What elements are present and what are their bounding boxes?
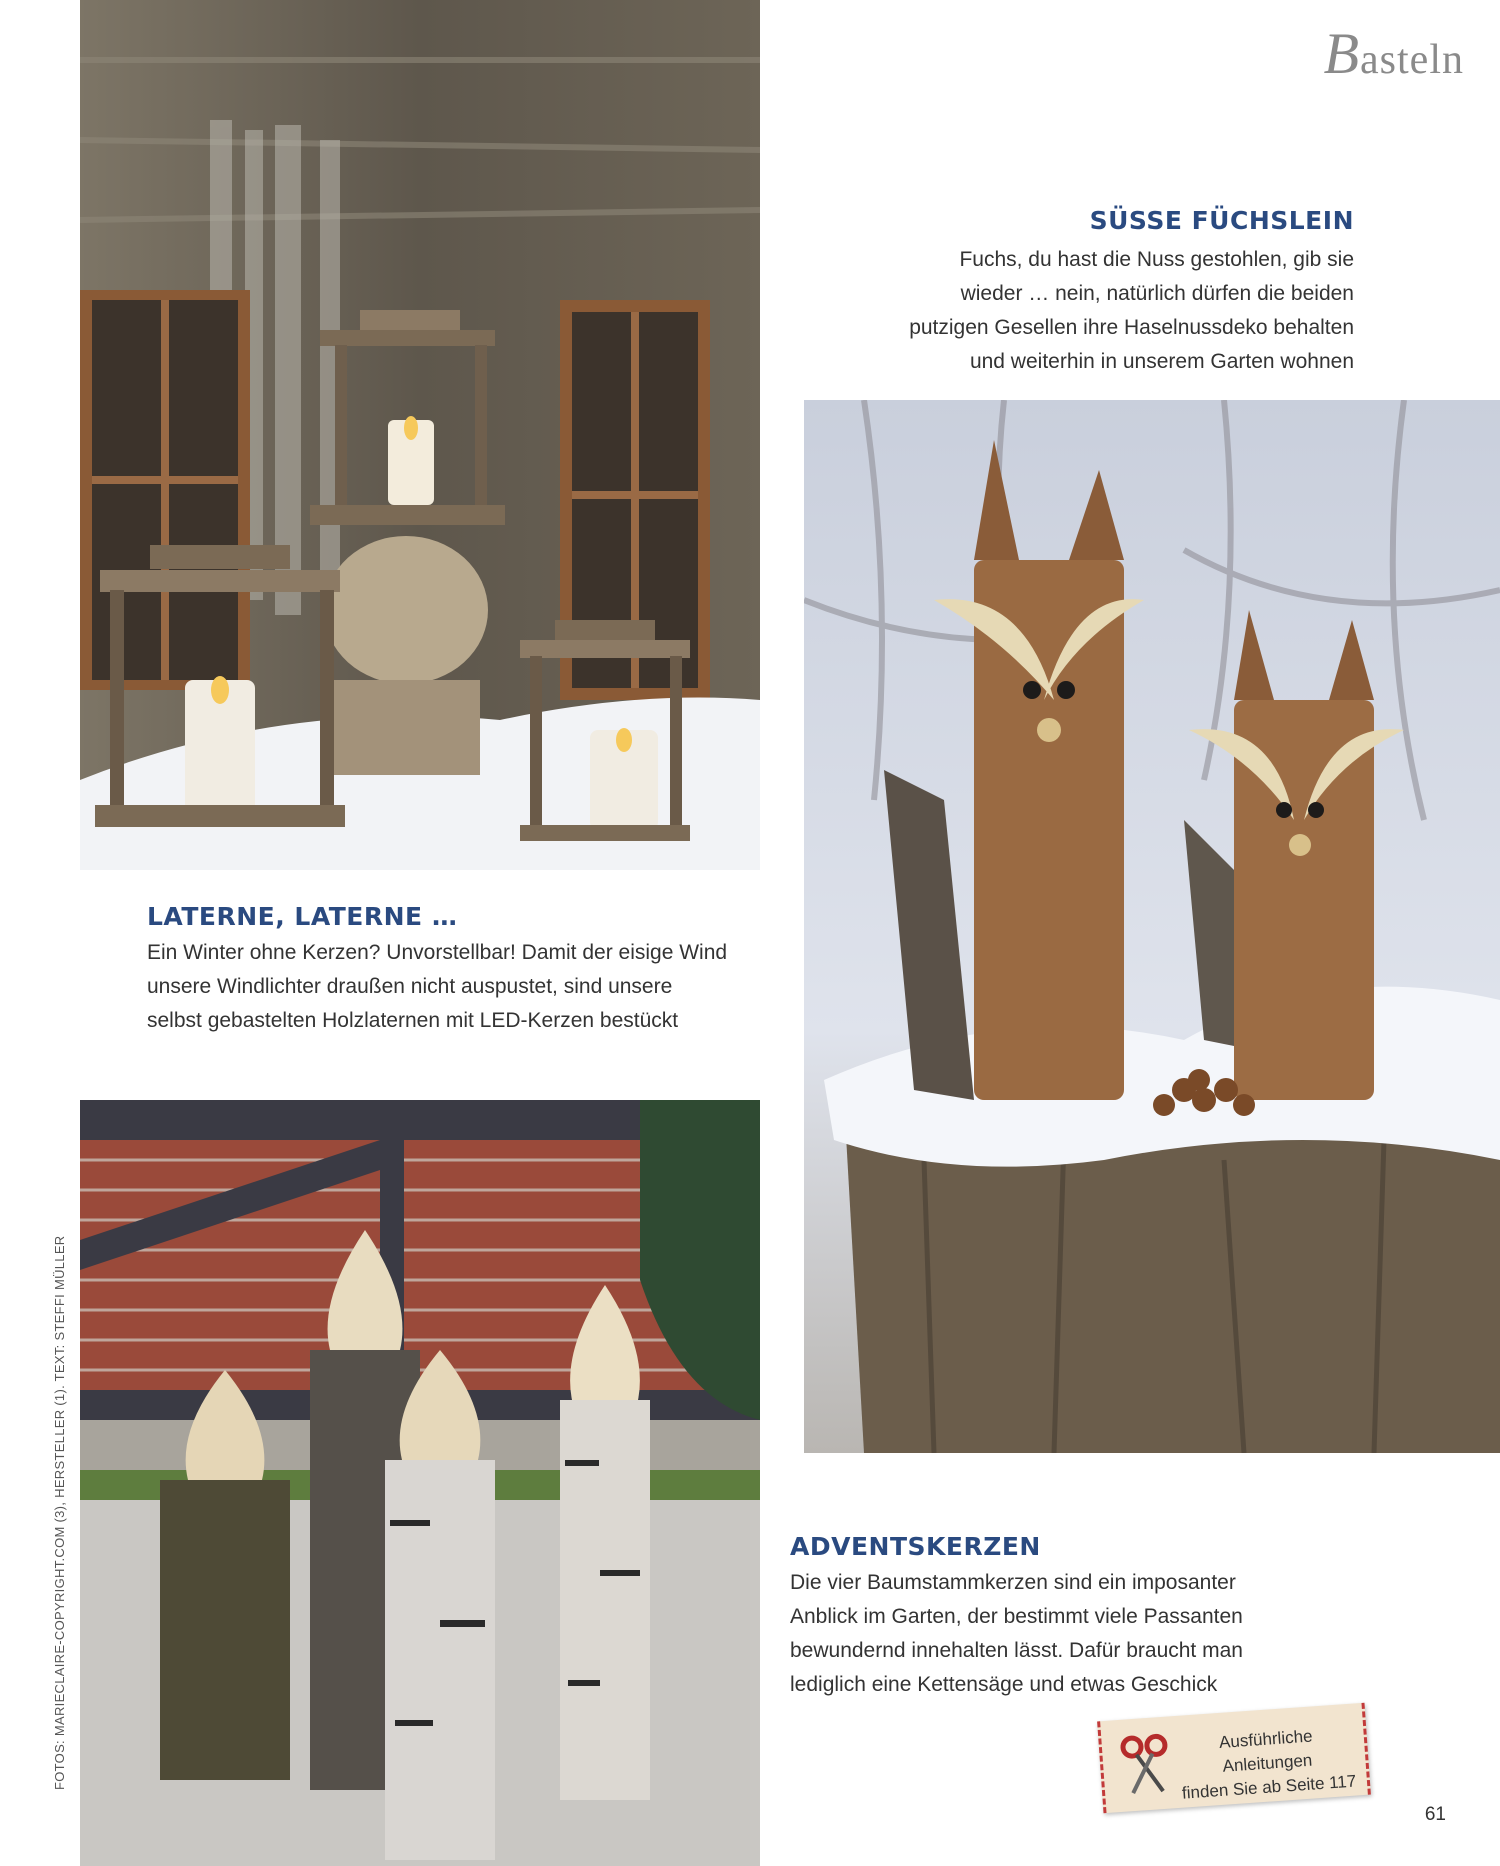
- section-tag: Basteln: [1323, 21, 1464, 86]
- text-line: putzigen Gesellen ihre Haselnussdeko behalten: [909, 316, 1354, 339]
- text-line: lediglich eine Kettensäge und etwas Geschick: [790, 1673, 1218, 1696]
- text-line: bewundernd innehalten lässt. Dafür braucht man: [790, 1639, 1243, 1662]
- text-laterne: [147, 936, 787, 1038]
- scissors-icon: [1115, 1730, 1177, 1798]
- instructions-note: [1097, 1703, 1371, 1813]
- photo-advent-candles: [80, 1100, 760, 1866]
- text-fuechslein: [734, 243, 1354, 379]
- text-line: selbst gebastelten Holzlaternen mit LED-Kerzen bestückt: [147, 1009, 679, 1032]
- heading-laterne: LATERNE, LATERNE …: [147, 902, 458, 931]
- page-number: 61: [1424, 1804, 1446, 1825]
- text-line: Die vier Baumstammkerzen sind ein imposanter: [790, 1571, 1236, 1594]
- photo-credit: FOTOS: MARIECLAIRE-COPYRIGHT.COM (3), HERSTELLER (1). TEXT: STEFFI MÜLLER: [52, 1235, 67, 1790]
- text-line: Anblick im Garten, der bestimmt viele Passanten: [790, 1605, 1243, 1628]
- heading-fuechslein: SÜSSE FÜCHSLEIN: [1089, 206, 1354, 235]
- note-line: finden Sie ab Seite 117: [1181, 1771, 1357, 1803]
- photo-lanterns: [80, 0, 760, 870]
- text-line: unsere Windlichter draußen nicht auspustet, sind unsere: [147, 975, 673, 998]
- text-adventskerzen: [790, 1566, 1350, 1702]
- heading-adventskerzen: ADVENTSKERZEN: [790, 1532, 1041, 1561]
- note-text: [1175, 1721, 1360, 1805]
- text-line: wieder … nein, natürlich dürfen die beiden: [960, 282, 1354, 305]
- text-line: Fuchs, du hast die Nuss gestohlen, gib sie: [959, 248, 1354, 271]
- text-line: und weiterhin in unserem Garten wohnen: [969, 350, 1354, 373]
- note-line: Ausführliche Anleitungen: [1218, 1726, 1314, 1776]
- photo-foxes: [804, 400, 1500, 1453]
- text-line: Ein Winter ohne Kerzen? Unvorstellbar! Damit der eisige Wind: [147, 941, 728, 964]
